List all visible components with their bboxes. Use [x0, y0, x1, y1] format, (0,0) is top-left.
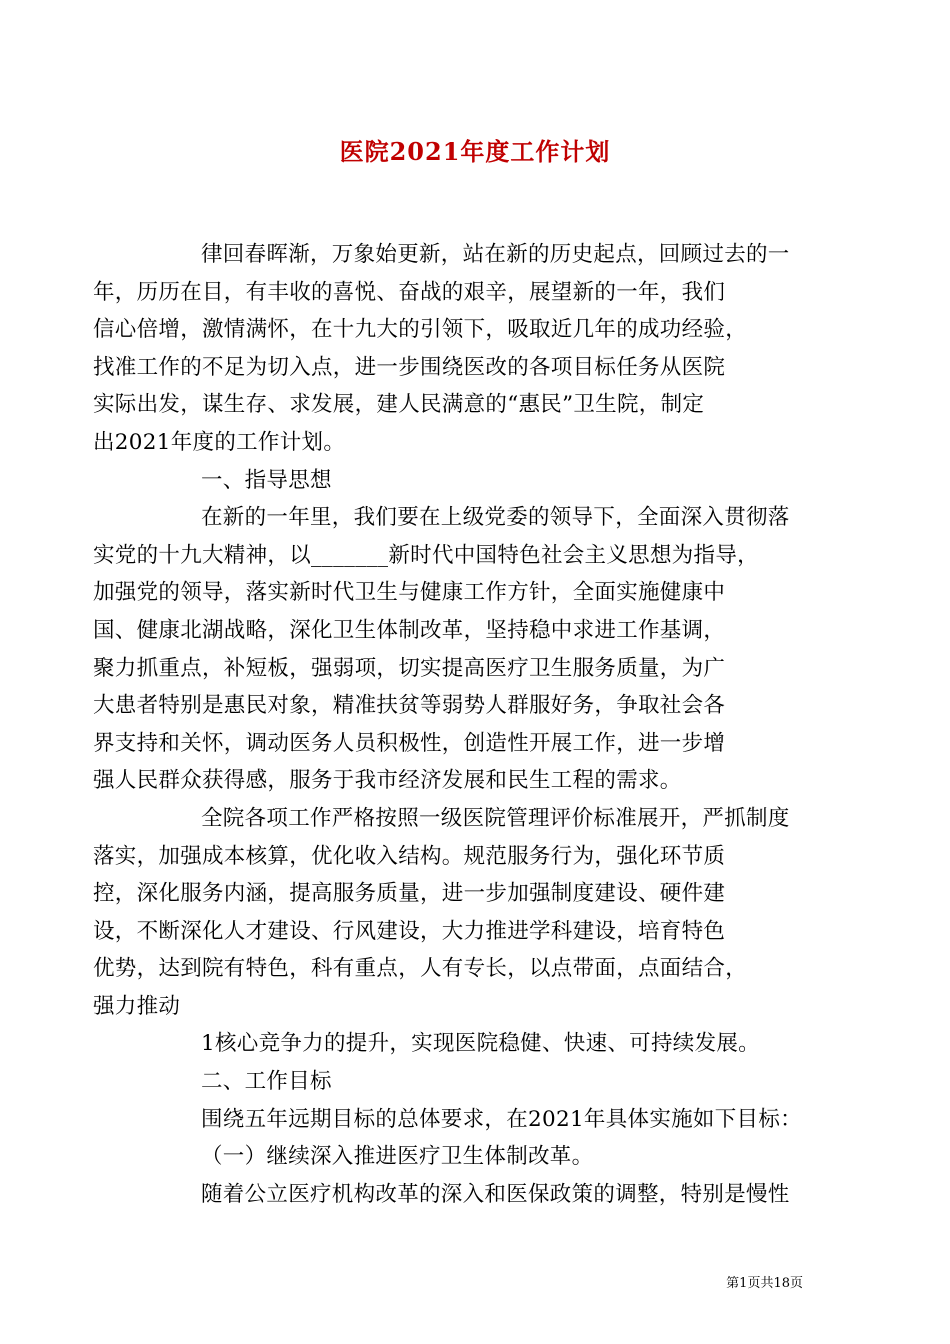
- text-line: 在新的一年里，我们要在上级党委的领导下，全面深入贯彻落: [201, 505, 790, 531]
- paragraph-management: [93, 800, 803, 1026]
- text-line: 全院各项工作严格按照一级医院管理评价标准展开，严抓制度: [201, 805, 790, 831]
- text-line: 二、工作目标: [201, 1069, 332, 1095]
- section-heading: [147, 1063, 803, 1101]
- text-line: 实际出发，谋生存、求发展，建人民满意的“惠民”卫生院，制定: [93, 392, 705, 418]
- paragraph-intro: [93, 236, 803, 462]
- text-line: 围绕五年远期目标的总体要求，在2021年具体实施如下目标：: [201, 1106, 802, 1132]
- text-line: 随着公立医疗机构改革的深入和医保政策的调整，特别是慢性: [201, 1181, 790, 1207]
- text-line: 聚力抓重点，补短板，强弱项，切实提高医疗卫生服务质量，为广: [93, 655, 726, 681]
- text-line: 强人民群众获得感，服务于我市经济发展和民生工程的需求。: [93, 768, 682, 794]
- document-title: 医院2021年度工作计划: [339, 137, 611, 166]
- text-line: 国、健康北湖战略，深化卫生体制改革，坚持稳中求进工作基调，: [93, 617, 726, 643]
- document-body: [93, 236, 803, 1213]
- text-line: 落实，加强成本核算，优化收入结构。规范服务行为，强化环节质: [93, 843, 726, 869]
- paragraph-goals: [147, 1101, 803, 1139]
- paragraph-guiding: [93, 499, 803, 800]
- paragraph-core: [147, 1025, 803, 1063]
- text-line: 信心倍增，激情满怀，在十九大的引领下，吸取近几年的成功经验，: [93, 317, 748, 343]
- text-line: 年，历历在目，有丰收的喜悦、奋战的艰辛，展望新的一年，我们: [93, 279, 726, 305]
- text-line: 实党的十九大精神，以_______新时代中国特色社会主义思想为指导，: [93, 542, 759, 568]
- text-line: 强力推动: [93, 993, 181, 1019]
- text-line: 一、指导思想: [201, 467, 332, 493]
- text-line: 优势，达到院有特色，科有重点，人有专长，以点带面，点面结合，: [93, 956, 748, 982]
- text-line: 出2021年度的工作计划。: [93, 429, 346, 455]
- text-line: 找准工作的不足为切入点，进一步围绕医改的各项目标任务从医院: [93, 354, 726, 380]
- paragraph-reform: [147, 1176, 803, 1214]
- section-heading: [147, 462, 803, 500]
- text-line: 律回春晖渐，万象始更新，站在新的历史起点，回顾过去的一: [201, 242, 790, 267]
- text-line: 设，不断深化人才建设、行风建设，大力推进学科建设，培育特色: [93, 918, 726, 944]
- page-number: 第1页共18页: [726, 1276, 803, 1291]
- subsection-heading: [147, 1138, 803, 1176]
- text-line: 加强党的领导，落实新时代卫生与健康工作方针，全面实施健康中: [93, 580, 726, 606]
- text-line: 大患者特别是惠民对象，精准扶贫等弱势人群服好务，争取社会各: [93, 693, 726, 719]
- text-line: 界支持和关怀，调动医务人员积极性，创造性开展工作，进一步增: [93, 730, 726, 756]
- text-line: 1核心竞争力的提升，实现医院稳健、快速、可持续发展。: [201, 1031, 760, 1057]
- text-line: 控，深化服务内涵，提高服务质量，进一步加强制度建设、硬件建: [93, 881, 726, 907]
- text-line: （一）继续深入推进医疗卫生体制改革。: [201, 1144, 594, 1170]
